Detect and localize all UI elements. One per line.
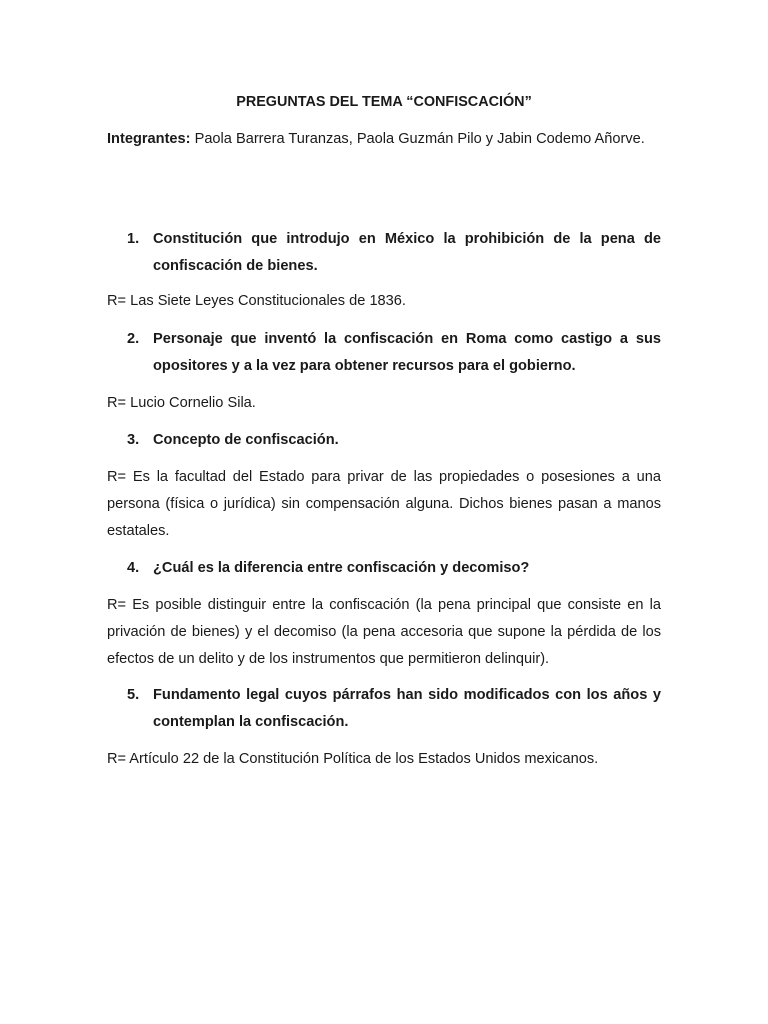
question-number: 3. bbox=[127, 432, 140, 448]
question-2 bbox=[107, 326, 661, 380]
question-5 bbox=[107, 682, 661, 736]
answer-4: R= Es posible distinguir entre la confiscación (la pena principal que consiste en la privación de bienes) y el decomiso (la pena accesoria que supone la pérdida de los efectos de un delito y de los instrumentos que permitieron delinquir). bbox=[107, 597, 661, 667]
question-text: Concepto de confiscación. bbox=[153, 432, 339, 448]
question-4 bbox=[107, 555, 661, 582]
question-text: Constitución que introdujo en México la prohibición de la pena de confiscación de bienes. bbox=[153, 231, 661, 274]
members-paragraph bbox=[107, 126, 661, 153]
answer-5: R= Artículo 22 de la Constitución Política de los Estados Unidos mexicanos. bbox=[107, 751, 599, 767]
question-text: Fundamento legal cuyos párrafos han sido modificados con los años y contemplan la confiscación. bbox=[153, 687, 661, 730]
question-3 bbox=[107, 427, 661, 454]
question-number: 4. bbox=[127, 560, 140, 576]
document-title: PREGUNTAS DEL TEMA “CONFISCACIÓN” bbox=[236, 94, 532, 110]
question-number: 2. bbox=[127, 331, 140, 347]
members-label: Integrantes: bbox=[107, 131, 191, 147]
question-1 bbox=[107, 226, 661, 280]
question-number: 1. bbox=[127, 231, 140, 247]
answer-2: R= Lucio Cornelio Sila. bbox=[107, 395, 256, 411]
answer-1: R= Las Siete Leyes Constitucionales de 1836. bbox=[107, 293, 406, 309]
question-text: ¿Cuál es la diferencia entre confiscación y decomiso? bbox=[153, 560, 530, 576]
members-names: Paola Barrera Turanzas, Paola Guzmán Pilo y Jabin Codemo Añorve. bbox=[190, 131, 645, 147]
answer-3: R= Es la facultad del Estado para privar de las propiedades o posesiones a una persona (física o jurídica) sin compensación alguna. Dichos bienes pasan a manos estatales. bbox=[107, 469, 661, 539]
question-number: 5. bbox=[127, 687, 140, 703]
question-text: Personaje que inventó la confiscación en Roma como castigo a sus opositores y a la vez para obtener recursos para el gobierno. bbox=[153, 331, 661, 374]
